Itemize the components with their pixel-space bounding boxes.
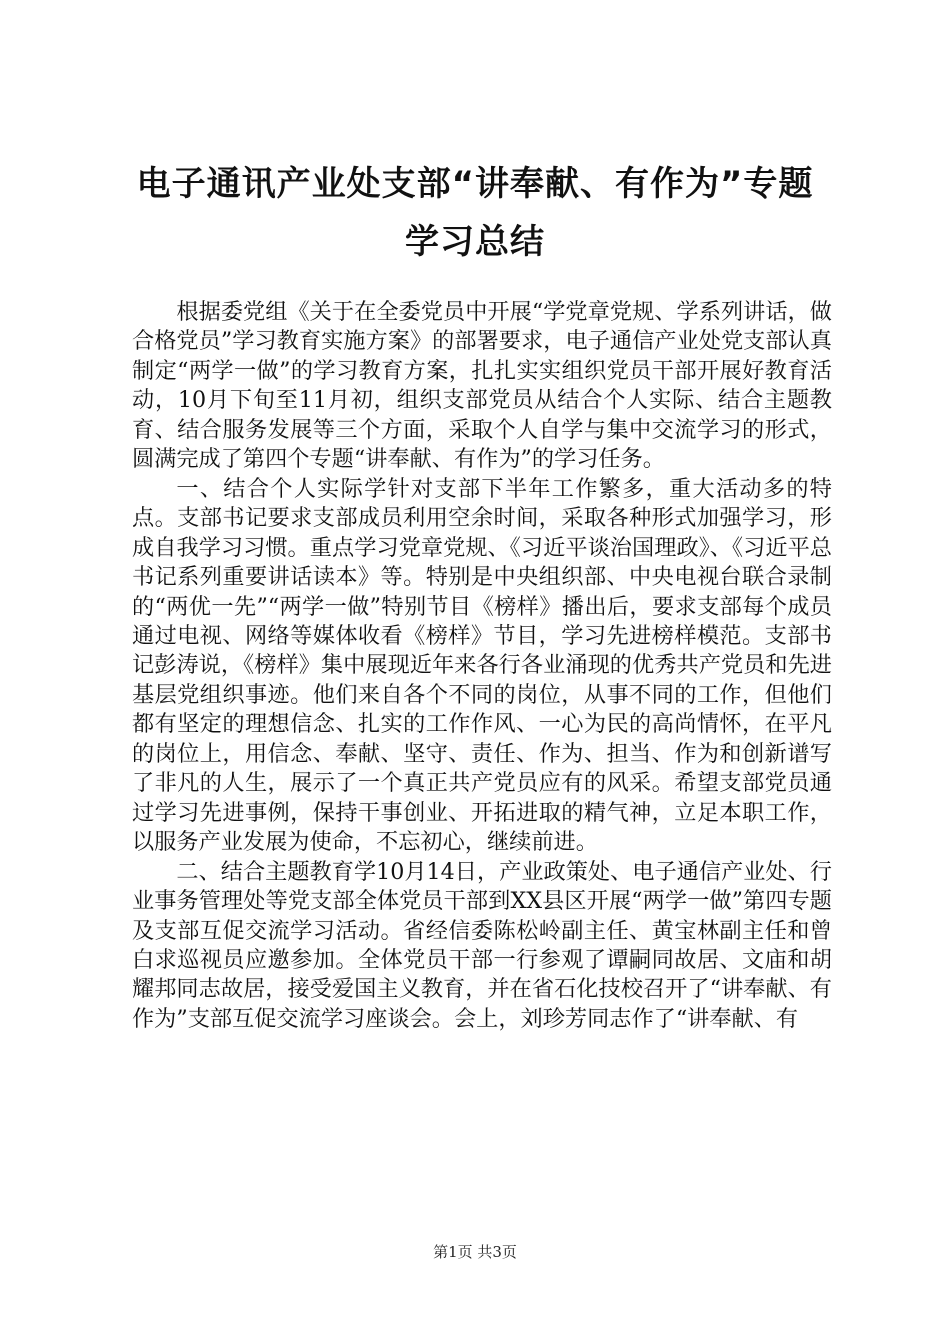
document-title-line-1: 电子通讯产业处支部“讲奉献、有作为”专题 [136,164,814,204]
paragraph-section-2: 二、结合主题教育学10月14日，产业政策处、电子通信产业处、行业事务管理处等党支部全体党员干部到XX县区开展“两学一做”第四专题及支部互促交流学习活动。省经信委陈松岭副主任、黄宝林副主任和曾白求巡视员应邀参加。全体党员干部一行参观了谭嗣同故居、文庙和胡耀邦同志故居，接受爱国主义教育，并在省石化技校召开了“讲奉献、有作为”支部互促交流学习座谈会。会上，刘珍芳同志作了“讲奉献、有 [132,858,832,1032]
page-number-footer: 第1页 共3页 [433,1243,517,1261]
paragraph-intro: 根据委党组《关于在全委党员中开展“学党章党规、学系列讲话，做合格党员”学习教育实施方案》的部署要求，电子通信产业处党支部认真制定“两学一做”的学习教育方案，扎扎实实组织党员干部开展好教育活动，10月下旬至11月初，组织支部党员从结合个人实际、结合主题教育、结合服务发展等三个方面，采取个人自学与集中交流学习的形式，圆满完成了第四个专题“讲奉献、有作为”的学习任务。 [132,299,832,473]
paragraph-section-1: 一、结合个人实际学针对支部下半年工作繁多，重大活动多的特点。支部书记要求支部成员利用空余时间，采取各种形式加强学习，形成自我学习习惯。重点学习党章党规、《习近平谈治国理政》、《习近平总书记系列重要讲话读本》等。特别是中央组织部、中央电视台联合录制的“两优一先”“两学一做”特别节目《榜样》播出后，要求支部每个成员通过电视、网络等媒体收看《榜样》节目，学习先进榜样模范。支部书记彭涛说，《榜样》集中展现近年来各行各业涌现的优秀共产党员和先进基层党组织事迹。他们来自各个不同的岗位，从事不同的工作，但他们都有坚定的理想信念、扎实的工作作风、一心为民的高尚情怀，在平凡的岗位上，用信念、奉献、坚守、责任、作为、担当、作为和创新谱写了非凡的人生，展示了一个真正共产党员应有的风采。希望支部党员通过学习先进事例，保持干事创业、开拓进取的精气神，立足本职工作，以服务产业发展为使命，不忘初心，继续前进。 [132,475,832,856]
document-body [132,298,832,1034]
document-title-line-2: 学习总结 [405,222,545,262]
